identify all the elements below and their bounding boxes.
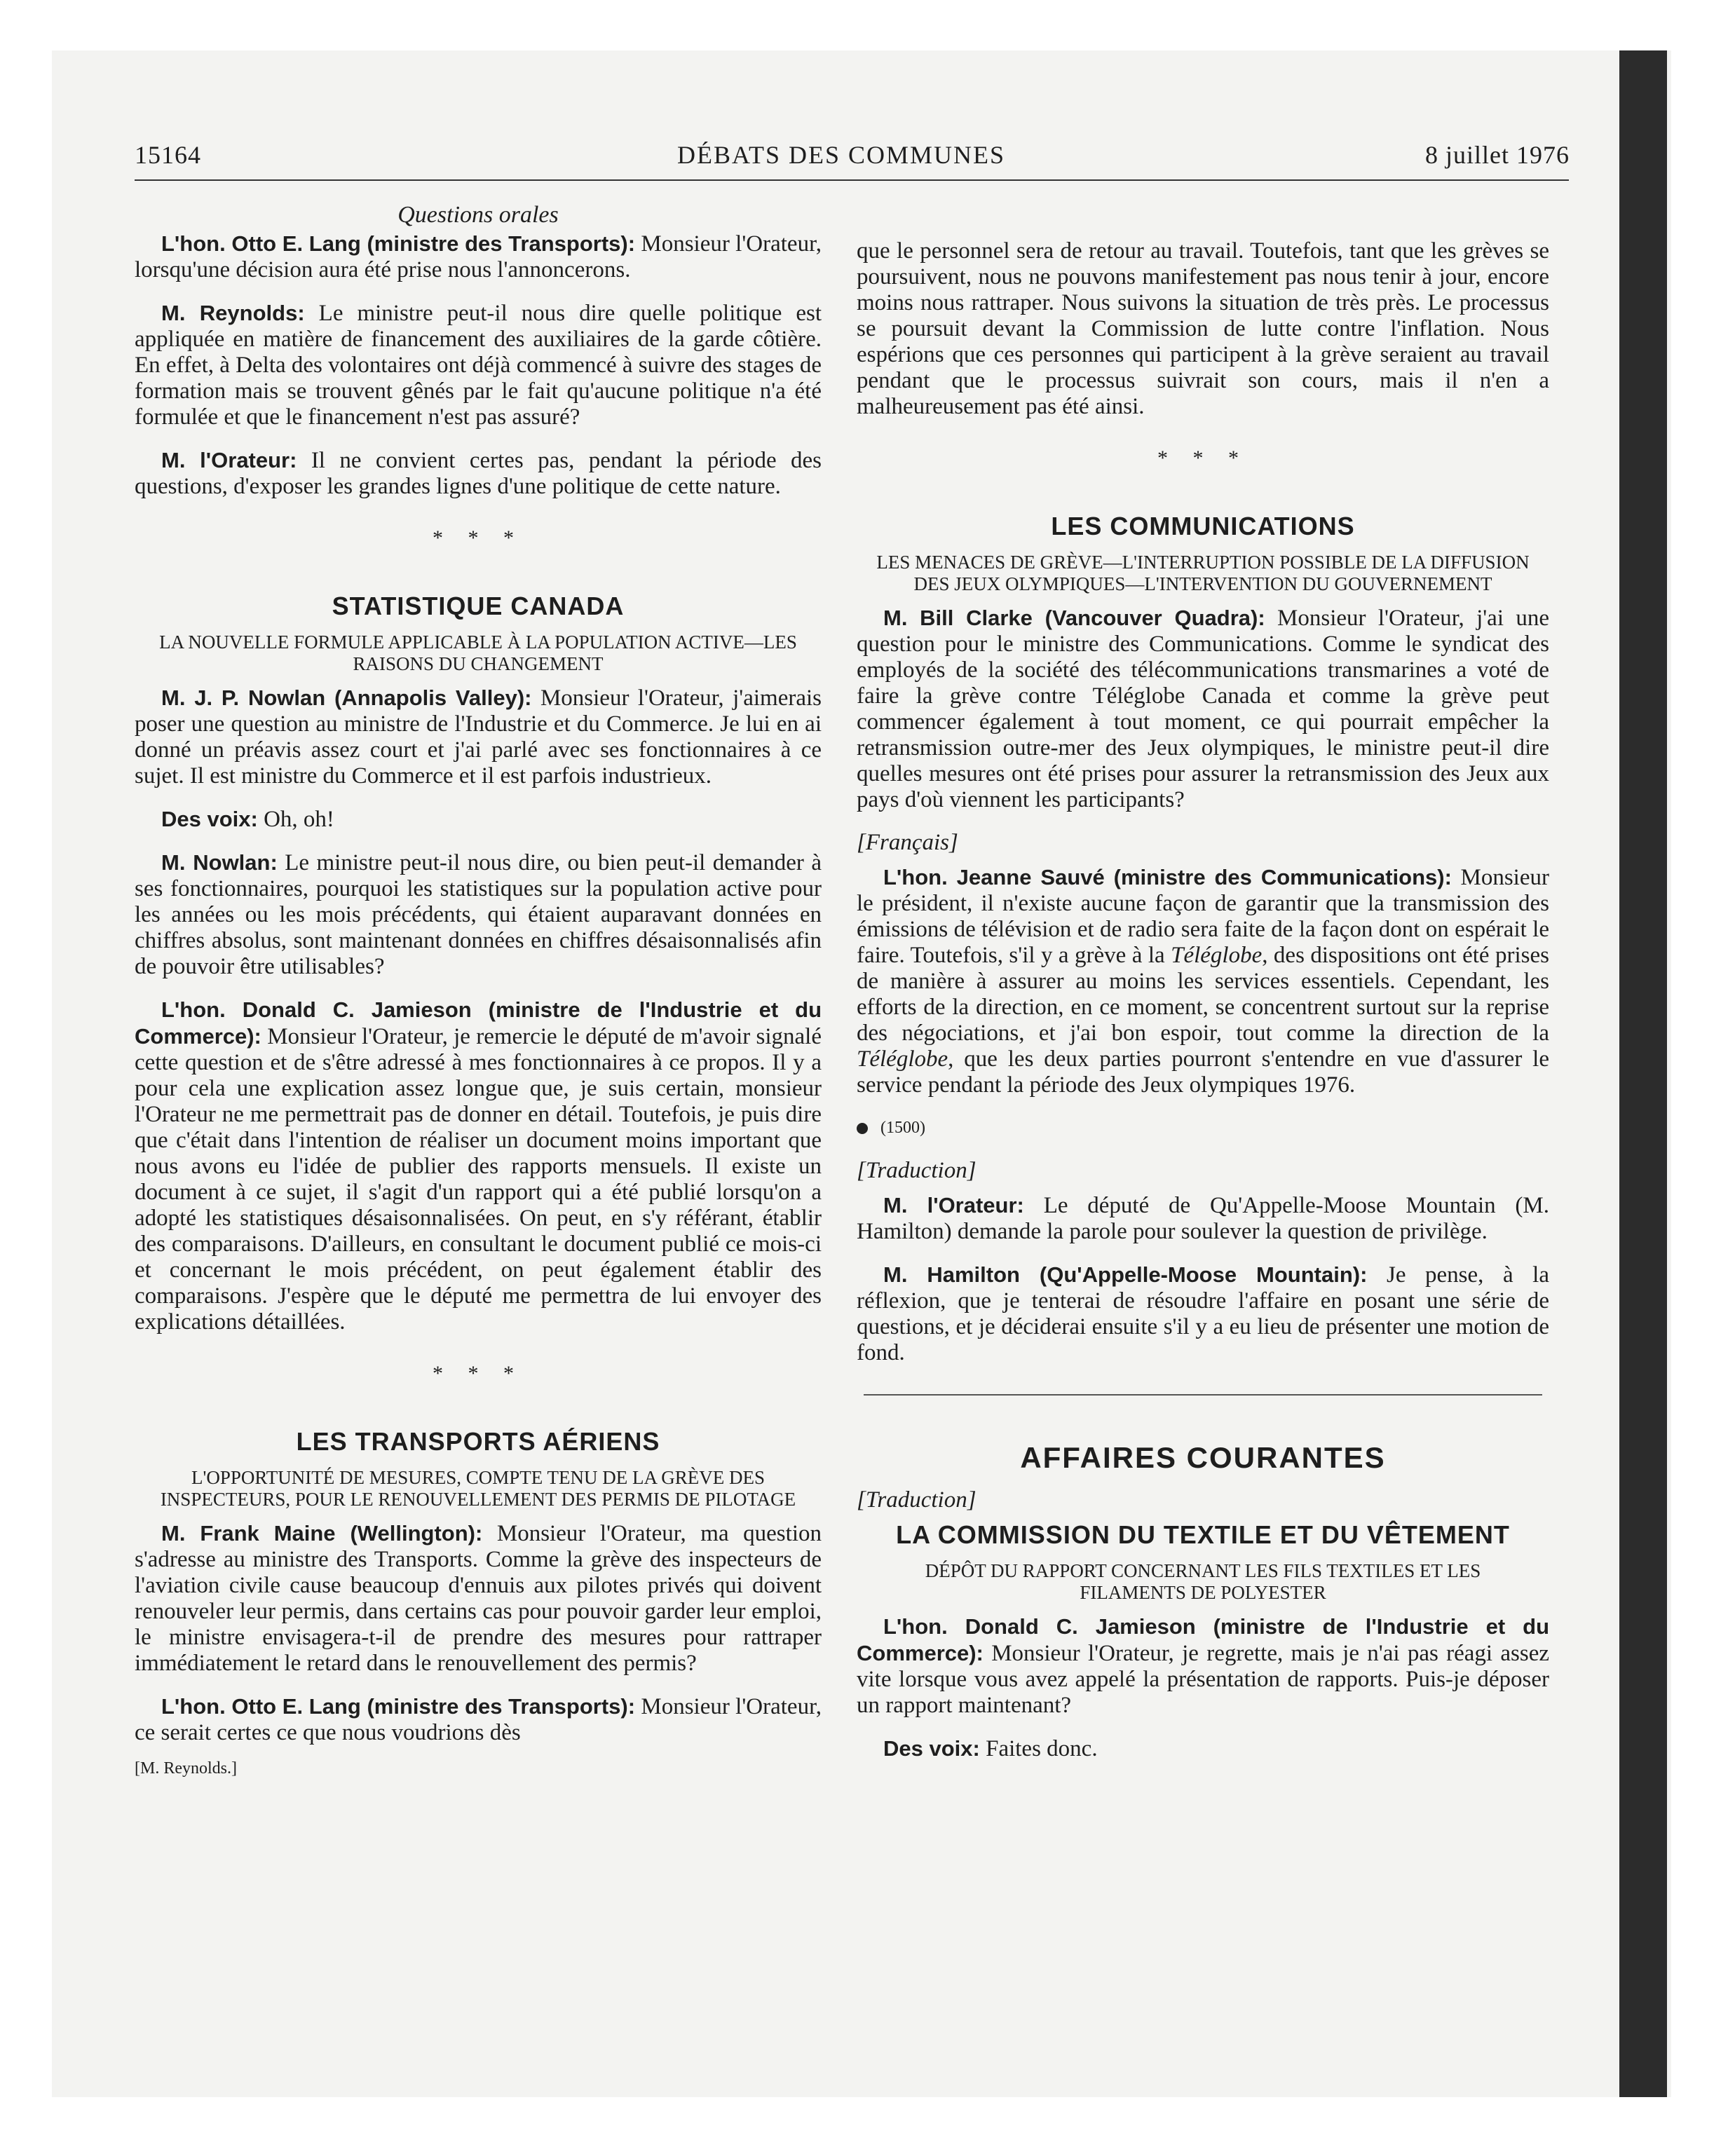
paragraph (857, 238, 1549, 420)
paragraph (857, 1613, 1549, 1719)
left-column (135, 188, 822, 1782)
header-rule (135, 179, 1569, 181)
speaker: M. Bill Clarke (Vancouver Quadra): (883, 606, 1265, 630)
speaker: M. l'Orateur: (161, 448, 297, 472)
major-heading: AFFAIRES COURANTES (1020, 1441, 1386, 1474)
paragraph-text: Faites donc. (986, 1736, 1098, 1761)
paragraph (135, 1693, 822, 1746)
speaker: M. l'Orateur: (883, 1193, 1024, 1217)
paragraph-text: Monsieur l'Orateur, j'ai une question pour le ministre des Communications. Comme le syndicat des employés de la société des télécommunications transmarines a voté de faire la grève contre Téléglobe Canada et comme la grève peut commencer également à tout moment, ce qui pourrait empêcher la retransmission outre-mer des Jeux olympiques, le ministre peut-il dire quelles mesures ont été prises pour assurer la retransmission des Jeux aux pays d'où viennent les participants? (857, 606, 1550, 812)
paragraph-text: Monsieur l'Orateur, je remercie le député de m'avoir signalé cette question et de s'être adressé à mes fonctionnaires à ce propos. Il y a pour cela une explication assez longue que, je suis certain, monsieur l'Orateur ne me permettrait pas de donner en détail. Toutefois, je puis dire que c'était dans l'intention de réaliser un document moins important que nous avons eu l'idée de publier des rapports mensuels. Il existe un document à ce sujet, il s'agit d'un rapport qui a été publié lorsqu'on a adopté les statistiques désaisonnalisées. On peut, en s'y référant, établir des comparaisons. D'ailleurs, en consultant le document publié ce mois-ci et concernant le mois précédent, on peut également établir des comparaisons. J'espère que le député me permettra de lui envoyer des explications détaillées. (135, 1024, 822, 1335)
paragraph-text: , des dispositions ont été prises de manière à assurer au moins les services essentiels. Cependant, les efforts de la direction, en ce moment, se concentrent surtout sur la reprise des négociations, et j'ai bon espoir, tout comme la direction de la (857, 943, 1550, 1046)
paragraph-text: Monsieur l'Orateur, lorsqu'une décision aura été prise nous l'annoncerons. (135, 231, 822, 282)
paragraph (857, 1735, 1549, 1762)
speaker: L'hon. Donald C. Jamieson (ministre de l'Industrie et du Commerce): (135, 997, 822, 1049)
paragraph-text: Il ne convient certes pas, pendant la période des questions, d'exposer les grandes lignes d'une politique de cette nature. (135, 448, 822, 499)
timestamp-text: (1500) (880, 1119, 925, 1137)
bullet-icon (857, 1123, 868, 1134)
paragraph (135, 806, 822, 833)
right-column (857, 238, 1549, 1779)
section-subtitle: DÉPÔT DU RAPPORT CONCERNANT LES FILS TEXTILES ET LES FILAMENTS DE POLYESTER (925, 1560, 1481, 1603)
speaker: Des voix: (161, 807, 258, 831)
paragraph (135, 447, 822, 500)
paragraph-text: Le ministre peut-il nous dire, ou bien peut-il demander à ses fonctionnaires, pourquoi les statistiques sur la population active pour les années ou les mois précédents, qui étaient auparavant données en chiffres absolus, sont maintenant données en chiffres désaisonnalisés afin de pouvoir être utilisables? (135, 850, 822, 979)
section-subtitle: L'OPPORTUNITÉ DE MESURES, COMPTE TENU DE LA GRÈVE DES INSPECTEURS, POUR LE RENOUVELLEMENT DES PERMIS DE PILOTAGE (160, 1467, 796, 1510)
paragraph-text: Monsieur le président, il n'existe aucune façon de garantir que la transmission des émissions de télévision et de radio sera faite de la façon dont on espérait le faire. Toutefois, s'il y a grève à la (857, 865, 1549, 968)
paragraph-text: Monsieur l'Orateur, j'aimerais poser une question au ministre de l'Industrie et du Commerce. Je lui en ai donné un préavis assez court et j'ai parlé avec ses fonctionnaires à ce sujet. Il est ministre du Commerce et il est parfois industrieux. (135, 685, 822, 789)
speaker: M. J. P. Nowlan (Annapolis Valley): (161, 685, 532, 710)
page-title: DÉBATS DES COMMUNES (676, 141, 1006, 169)
paragraph (857, 864, 1549, 1098)
timestamp (857, 1115, 1549, 1141)
paragraph (857, 1192, 1549, 1245)
emphasis: Téléglobe (857, 1046, 948, 1072)
speaker: L'hon. Otto E. Lang (ministre des Transports): (161, 231, 636, 256)
paragraph (135, 1520, 822, 1677)
paragraph-text: que le personnel sera de retour au travail. Toutefois, tant que les grèves se poursuivent, nous ne pouvons manifestement pas nous tenir à jour, encore moins nous rattraper. Nous suivons la situation de très près. Le processus se poursuit devant la Commission de lutte contre l'inflation. Nous espérions que ces personnes qui participent à la grève seraient au travail pendant que le processus suivrait son cours, mais il n'en a malheureusement pas été ainsi. (857, 238, 1549, 419)
section-title: LES COMMUNICATIONS (1051, 512, 1355, 540)
footer-note: [M. Reynolds.] (135, 1759, 237, 1778)
paragraph (135, 300, 822, 430)
section-title: LES TRANSPORTS AÉRIENS (296, 1427, 660, 1456)
paragraph (135, 997, 822, 1335)
paragraph-text: Monsieur l'Orateur, ma question s'adresse au ministre des Transports. Comme la grève des inspecteurs de l'aviation civile cause beaucoup d'ennuis aux pilotes privés qui doivent renouveler leur permis, dans certains cas pour pouvoir garder leur emploi, le ministre envisagera-t-il de prendre des mesures pour rattraper immédiatement le retard dans le renouvellement des permis? (135, 1521, 822, 1676)
section-subtitle: LES MENACES DE GRÈVE—L'INTERRUPTION POSSIBLE DE LA DIFFUSION DES JEUX OLYMPIQUES—L'INTERVENTION DU GOUVERNEMENT (876, 552, 1530, 594)
section-title: LA COMMISSION DU TEXTILE ET DU VÊTEMENT (896, 1520, 1510, 1549)
language-marker: [Traduction] (857, 1487, 977, 1513)
paragraph (135, 850, 822, 980)
language-marker: [Traduction] (857, 1158, 977, 1183)
paragraph-text: Monsieur l'Orateur, je regrette, mais je n'ai pas réagi assez vite lorsque vous avez appelé la présentation de rapports. Puis-je déposer un rapport maintenant? (857, 1641, 1549, 1718)
paragraph-text: Le ministre peut-il nous dire quelle politique est appliquée en matière de financement des auxiliaires de la garde côtière. En effet, à Delta des volontaires ont déjà commencé à suivre des stages de formation mais se trouvent gênés par le fait qu'aucune politique n'a été formulée et que le financement n'est pas assuré? (135, 301, 822, 430)
section-separator: * * * (433, 1362, 524, 1385)
page-number: 15164 (135, 141, 201, 169)
speaker: L'hon. Donald C. Jamieson (ministre de l'Industrie et du Commerce): (857, 1614, 1549, 1665)
language-marker: [Français] (857, 830, 958, 855)
paragraph-text: , que les deux parties pourront s'entendre en vue d'assurer le service pendant la période des Jeux olympiques 1976. (857, 1046, 1549, 1098)
paragraph-text: Le député de Qu'Appelle-Moose Mountain (M. Hamilton) demande la parole pour soulever la question de privilège. (857, 1193, 1550, 1244)
speaker: L'hon. Otto E. Lang (ministre des Transports): (161, 1694, 636, 1719)
paragraph (135, 685, 822, 789)
page-date: 8 juillet 1976 (1425, 141, 1570, 169)
speaker: M. Frank Maine (Wellington): (161, 1521, 483, 1546)
section-separator: * * * (1157, 446, 1248, 470)
speaker: Des voix: (883, 1736, 980, 1761)
speaker: L'hon. Jeanne Sauvé (ministre des Communications): (883, 865, 1452, 889)
speaker: M. Reynolds: (161, 301, 305, 325)
paragraph-text: Monsieur l'Orateur, ce serait certes ce que nous voudrions dès (135, 1694, 822, 1745)
paragraph-text: Je pense, à la réflexion, que je tenterai de résoudre l'affaire en posant une série de questions, et je déciderai ensuite s'il y a eu lieu de présenter une motion de fond. (857, 1262, 1549, 1365)
paragraph (857, 605, 1549, 813)
running-head: Questions orales (397, 202, 559, 228)
emphasis: Téléglobe (1171, 943, 1263, 968)
divider (864, 1394, 1542, 1396)
speaker: M. Nowlan: (161, 850, 278, 875)
paragraph-text: Oh, oh! (264, 807, 334, 832)
section-title: STATISTIQUE CANADA (332, 592, 625, 620)
speaker: M. Hamilton (Qu'Appelle-Moose Mountain): (883, 1262, 1368, 1287)
section-separator: * * * (433, 526, 524, 550)
paragraph (857, 1262, 1549, 1366)
paragraph (135, 231, 822, 283)
section-subtitle: LA NOUVELLE FORMULE APPLICABLE À LA POPULATION ACTIVE—LES RAISONS DU CHANGEMENT (159, 632, 797, 674)
